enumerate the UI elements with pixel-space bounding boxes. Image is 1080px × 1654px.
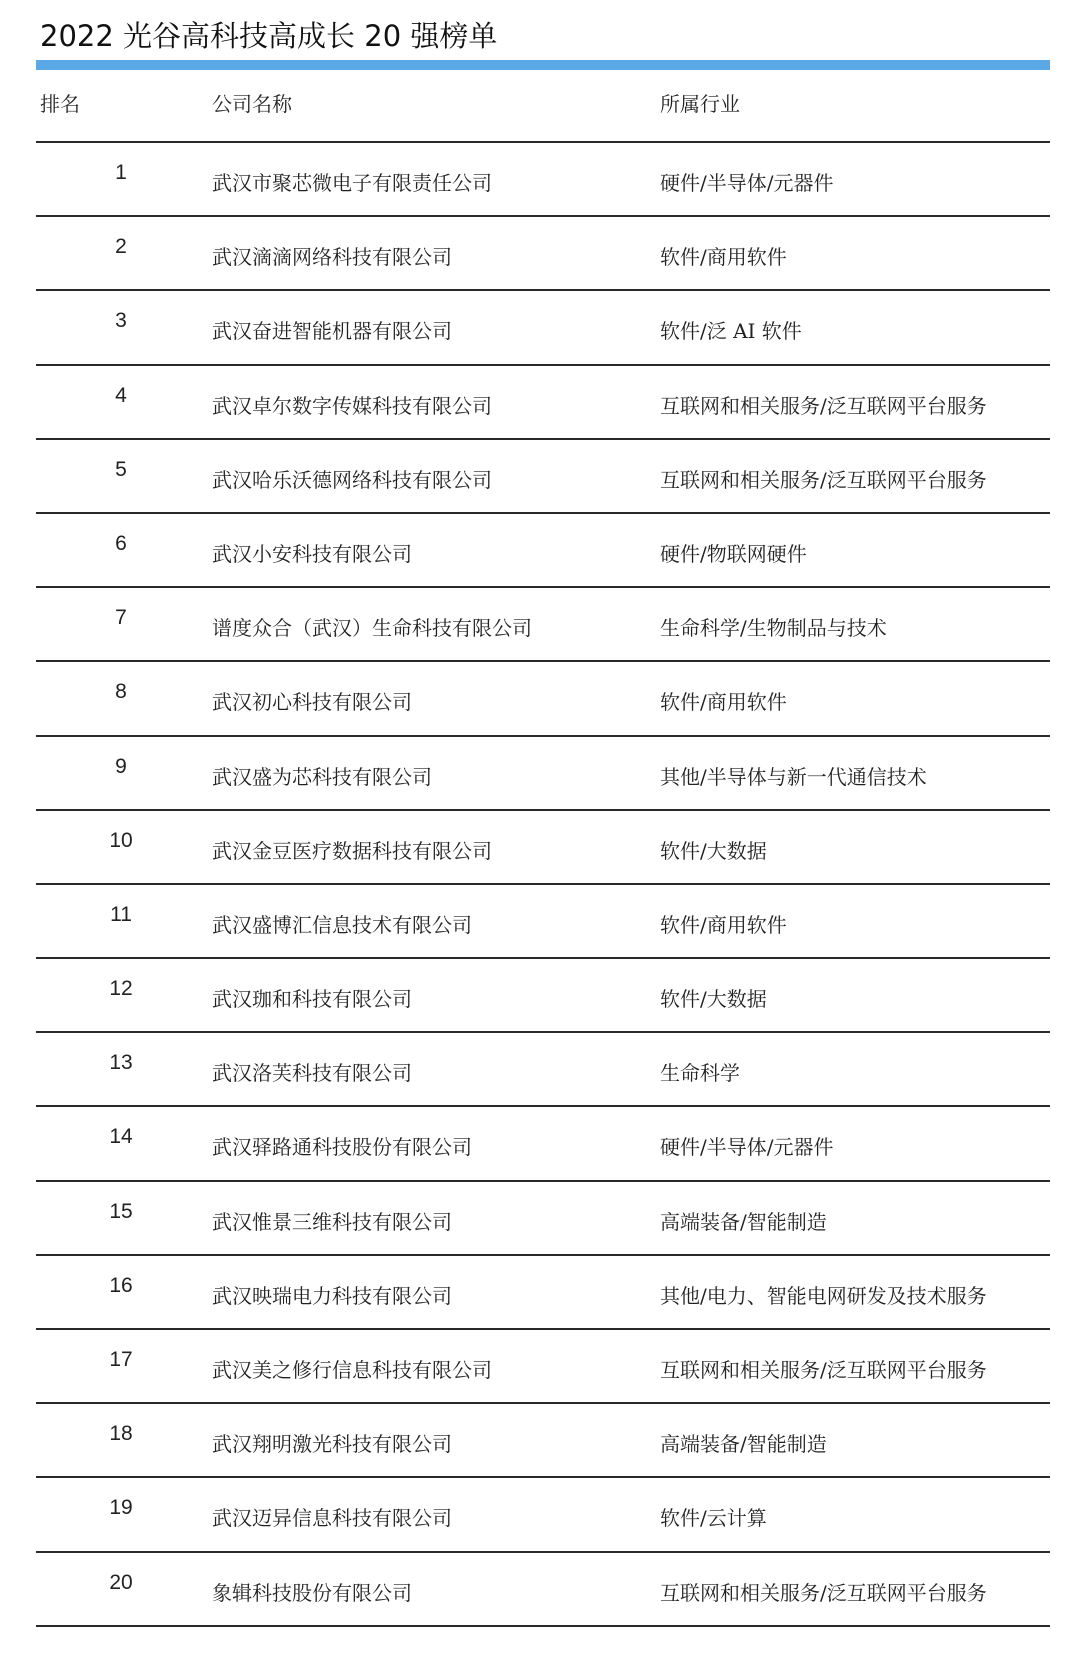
industry-cell: 互联网和相关服务/泛互联网平台服务 [660,467,987,492]
industry-cell: 互联网和相关服务/泛互联网平台服务 [660,1358,987,1382]
rank-cell: 2 [115,235,127,259]
table-row [36,1182,1050,1256]
industry-cell: 软件/大数据 [660,987,767,1012]
company-name-cell: 武汉金豆医疗数据科技有限公司 [212,838,492,863]
company-name-cell: 武汉驿路通科技股份有限公司 [212,1135,472,1160]
rank-cell: 9 [115,754,127,778]
rank-cell: 16 [109,1273,133,1297]
industry-cell: 互联网和相关服务/泛互联网平台服务 [660,1580,987,1605]
industry-cell: 软件/商用软件 [660,245,787,270]
table-row [36,737,1050,811]
rank-cell: 18 [109,1422,133,1446]
rank-cell: 1 [115,161,127,184]
company-name-cell: 武汉初心科技有限公司 [212,690,412,715]
rank-cell: 5 [115,457,127,481]
industry-cell: 生命科学/生物制品与技术 [660,616,887,641]
company-name-cell: 武汉惟景三维科技有限公司 [212,1209,452,1234]
industry-cell: 硬件/物联网硬件 [660,541,807,566]
industry-cell: 软件/商用软件 [660,690,787,715]
table-row [36,291,1050,365]
company-name-cell: 武汉滴滴网络科技有限公司 [212,245,452,270]
company-name-cell: 武汉小安科技有限公司 [212,541,412,566]
table-row [36,217,1050,291]
industry-cell: 高端装备/智能制造 [660,1432,827,1457]
rank-cell: 3 [115,309,127,333]
table-header-row [36,70,1050,143]
rank-cell: 10 [109,828,133,852]
company-name-cell: 武汉盛博汇信息技术有限公司 [212,912,472,937]
rank-cell: 15 [109,1199,133,1223]
company-name-cell: 武汉市聚芯微电子有限责任公司 [212,171,492,195]
table-row [36,143,1050,217]
table-row [36,1553,1050,1627]
rank-cell: 4 [115,383,127,407]
industry-cell: 软件/云计算 [660,1506,767,1531]
industry-cell: 软件/大数据 [660,838,767,863]
table-row [36,1478,1050,1552]
industry-cell: 其他/半导体与新一代通信技术 [660,764,927,789]
company-name-cell: 象辑科技股份有限公司 [212,1580,412,1605]
table-row [36,662,1050,736]
company-name-cell: 武汉卓尔数字传媒科技有限公司 [212,393,492,418]
page-title: 2022 光谷高科技高成长 20 强榜单 [40,19,498,53]
table-row [36,366,1050,440]
company-name-cell: 武汉翔明激光科技有限公司 [212,1432,452,1457]
company-name-cell: 武汉盛为芯科技有限公司 [212,764,432,789]
table-row [36,440,1050,514]
industry-cell: 硬件/半导体/元器件 [660,1135,834,1160]
industry-cell: 互联网和相关服务/泛互联网平台服务 [660,393,987,418]
table-row [36,1404,1050,1478]
rank-cell: 8 [115,680,127,704]
rank-cell: 17 [109,1348,133,1371]
industry-cell: 软件/泛 AI 软件 [660,319,802,344]
rank-cell: 20 [109,1570,133,1594]
company-name-cell: 武汉映瑞电力科技有限公司 [212,1283,452,1308]
table-row [36,1107,1050,1181]
company-name-cell: 武汉美之修行信息科技有限公司 [212,1358,492,1382]
table-row [36,811,1050,885]
header-company-name: 公司名称 [212,92,292,116]
table-row [36,514,1050,588]
company-name-cell: 武汉奋进智能机器有限公司 [212,319,452,344]
rank-cell: 14 [109,1125,133,1149]
header-rank: 排名 [40,92,80,116]
table-row [36,588,1050,662]
rank-cell: 12 [109,977,133,1001]
company-name-cell: 武汉迈异信息科技有限公司 [212,1506,452,1531]
industry-cell: 其他/电力、智能电网研发及技术服务 [660,1283,987,1308]
title-accent-bar [36,60,1050,70]
ranking-table [36,70,1050,1627]
rank-cell: 7 [115,606,127,630]
industry-cell: 软件/商用软件 [660,912,787,937]
industry-cell: 高端装备/智能制造 [660,1209,827,1234]
table-row [36,1033,1050,1107]
header-industry: 所属行业 [660,92,740,116]
industry-cell: 生命科学 [660,1061,740,1086]
company-name-cell: 武汉哈乐沃德网络科技有限公司 [212,467,492,492]
industry-cell: 硬件/半导体/元器件 [660,171,834,195]
table-row [36,959,1050,1033]
company-name-cell: 谱度众合（武汉）生命科技有限公司 [212,616,532,641]
table-row [36,1330,1050,1404]
company-name-cell: 武汉洛芙科技有限公司 [212,1061,412,1086]
table-body [36,143,1050,1627]
rank-cell: 6 [115,531,127,555]
rank-cell: 11 [110,902,132,926]
table-row [36,885,1050,959]
company-name-cell: 武汉珈和科技有限公司 [212,987,412,1012]
rank-cell: 13 [109,1051,133,1075]
rank-cell: 19 [109,1496,133,1520]
table-row [36,1256,1050,1330]
